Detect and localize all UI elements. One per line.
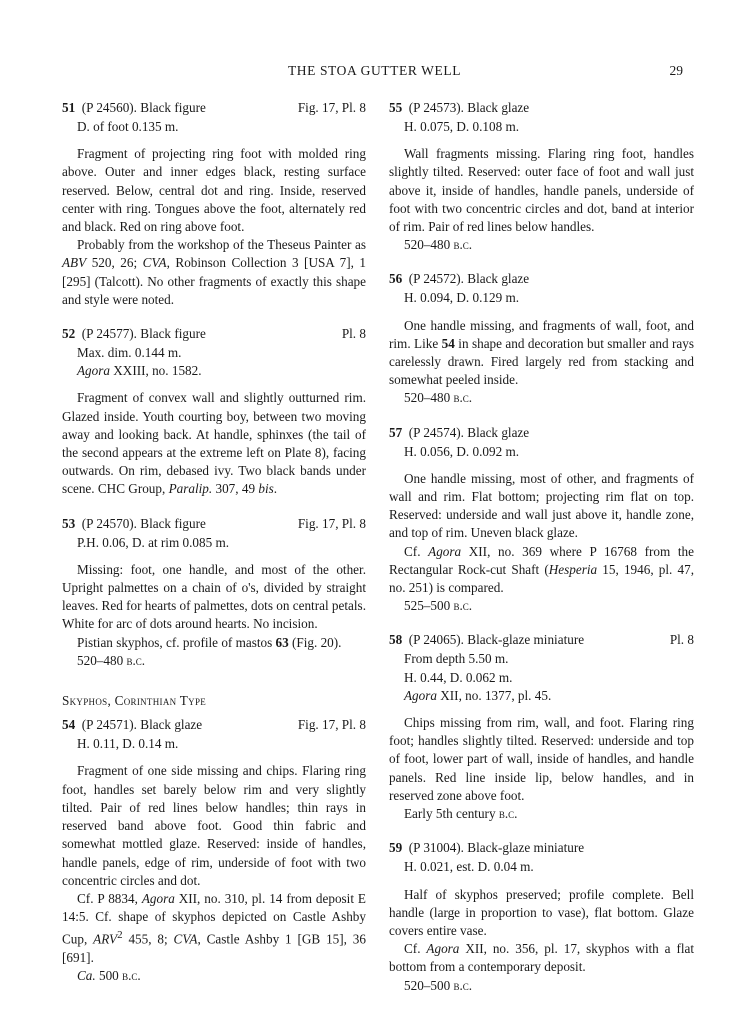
date-line xyxy=(389,805,694,823)
date-value: Early 5th century xyxy=(404,806,499,822)
catalog-entry-59 xyxy=(389,839,694,994)
running-title: THE STOA GUTTER WELL xyxy=(287,63,462,78)
text-run: . xyxy=(273,481,278,497)
entry-heading xyxy=(62,716,366,735)
date-value: 520–480 xyxy=(77,652,127,668)
inventory-label: (P 24572). Black glaze xyxy=(408,271,530,287)
description-paragraph: Half of skyphos preserved; profile complete. Bell handle (large in proportion to vase), flat bottom. Glaze covers entire vase. xyxy=(389,886,694,938)
dimensions: H. 0.11, D. 0.14 m. xyxy=(77,736,179,752)
figure-reference: Fig. 17, Pl. 8 xyxy=(297,515,366,531)
entry-number: 53 xyxy=(62,515,76,531)
date-line xyxy=(62,967,366,985)
comparison-paragraph xyxy=(62,890,366,967)
description-paragraph: Chips missing from rim, wall, and foot. Flaring ring foot; handles slightly tilted. Reserved: underside and top of foot, lower part of wall, inside of handles, and handle panels. Red line inside lip, below handles, and in reserved zone above foot. xyxy=(389,715,694,803)
text-run: Probably from the workshop of the Theseus Painter as xyxy=(77,237,366,253)
entry-number: 52 xyxy=(62,326,76,342)
date-value: 525–500 xyxy=(404,598,454,614)
inventory-label: (P 24065). Black-glaze miniature xyxy=(408,632,585,648)
date-line xyxy=(62,652,366,670)
date-line xyxy=(389,977,694,995)
entry-description xyxy=(62,762,366,985)
text-run: Pistian skyphos, cf. profile of mastos xyxy=(77,634,276,650)
text-run: Cf. xyxy=(404,543,429,559)
paralip-citation: Paralip. xyxy=(168,481,213,497)
comparison-paragraph xyxy=(62,634,366,652)
entry-description xyxy=(389,145,694,254)
figure-reference: Fig. 17, Pl. 8 xyxy=(297,717,366,733)
arv-citation: ARV xyxy=(93,931,118,947)
entry-description xyxy=(389,470,694,616)
figure-reference: Fig. 17, Pl. 8 xyxy=(297,100,366,115)
text-run: Cf. P 8834, xyxy=(77,890,142,906)
superscript: 2 xyxy=(117,929,123,942)
left-column xyxy=(62,99,366,1001)
era-label: b.c. xyxy=(498,806,518,822)
entry-heading xyxy=(389,424,694,443)
dimensions: D. of foot 0.135 m. xyxy=(77,119,179,134)
dimensions: Max. dim. 0.144 m. xyxy=(77,345,182,361)
catalog-entry-53 xyxy=(62,515,366,670)
entry-heading xyxy=(389,631,694,650)
agora-citation: Agora xyxy=(428,543,462,559)
era-label: b.c. xyxy=(453,390,473,406)
comparison-paragraph xyxy=(389,940,694,976)
cva-citation: CVA xyxy=(142,255,167,271)
cva-citation: CVA xyxy=(173,931,198,947)
circa-label: Ca. xyxy=(77,968,96,984)
inventory-label: (P 24574). Black glaze xyxy=(408,424,530,440)
inventory-label: (P 31004). Black-glaze miniature xyxy=(408,840,585,856)
right-column xyxy=(389,99,694,1011)
figure-reference: Pl. 8 xyxy=(669,632,694,648)
catalog-entry-55 xyxy=(389,99,694,254)
entry-heading xyxy=(389,270,694,289)
date-value: 520–480 xyxy=(404,390,454,406)
date-line xyxy=(389,236,694,254)
catalog-entry-51 xyxy=(62,99,366,309)
comparison-paragraph xyxy=(62,236,366,309)
entry-number: 58 xyxy=(389,632,403,648)
abv-citation: ABV xyxy=(62,255,87,271)
text-run: Cf. xyxy=(404,941,427,957)
date-line xyxy=(389,389,694,407)
text-run: 520, 26; xyxy=(86,255,143,271)
entry-number: 54 xyxy=(62,717,76,733)
date-value: 520–500 xyxy=(404,977,454,993)
text-run: , Castle Ashby 1 [GB 15], 36 [691]. xyxy=(62,931,366,965)
text-run: One handle missing, and fragments of wall, foot, and rim. Like xyxy=(389,317,694,351)
comparison-paragraph xyxy=(389,543,694,598)
text-run: XII, no. 356, pl. 17, skyphos with a flat bottom from a contemporary deposit. xyxy=(389,941,695,975)
cross-reference-number: 54 xyxy=(441,335,455,351)
text-run: 455, 8; xyxy=(122,931,174,947)
entry-heading xyxy=(62,515,366,534)
entry-number: 57 xyxy=(389,424,403,440)
era-label: b.c. xyxy=(453,598,473,614)
description-paragraph xyxy=(62,389,366,498)
era-label: b.c. xyxy=(122,968,141,984)
catalog-entry-58 xyxy=(389,631,694,823)
dimensions: H. 0.056, D. 0.092 m. xyxy=(404,443,520,459)
era-label: b.c. xyxy=(453,977,473,993)
text-run: XII, no. 310, pl. 14 from deposit E 14:5. Cf. shape of skyphos depicted on Castle Ashby Cup, xyxy=(62,890,366,947)
agora-citation: Agora xyxy=(77,363,110,379)
agora-citation: Agora xyxy=(141,890,175,906)
dimensions: P.H. 0.06, D. at rim 0.085 m. xyxy=(77,534,230,550)
description-paragraph: One handle missing, most of other, and fragments of wall and rim. Flat bottom; projecting rim flat on top. Reserved: underside and wall just above it, handle zone, and top of rim. Uneven black glaze. xyxy=(389,470,694,541)
description-paragraph: Fragment of one side missing and chips. Flaring ring foot, handles set barely below rim and very slightly tilted. Pair of red lines below handles; thin rays in reserved band above foot. Good thin fabric and somewhat mottled glaze. Reserved: inside of handles, handle panels, edge of rim, underside of foot with two concentric circles and dot. xyxy=(62,763,366,888)
text-run: XXIII, no. 1582. xyxy=(109,363,202,379)
description-paragraph: Fragment of projecting ring foot with molded ring above. Outer and inner edges black, resting surface reserved. Below, central dot and ring. Inside, reserved center with ring. Tongues above the foot, alternately red and black. Red on ring above foot. xyxy=(62,146,366,235)
description-paragraph: Wall fragments missing. Flaring ring foot, handles slightly tilted. Reserved: outer face of foot and wall just above it, inside of handles, handle panels, underside of foot with two concentric circles and dot, band at interior of rim. Pair of red lines below handles. xyxy=(389,146,694,235)
entry-description xyxy=(62,389,366,498)
text-run: , Robinson Collection 3 [USA 7], 1 [295] (Talcott). No other fragments of exactly this shape and style were noted. xyxy=(62,255,366,307)
agora-citation: Agora xyxy=(404,687,437,703)
entry-description xyxy=(389,317,694,408)
figure-reference: Pl. 8 xyxy=(341,326,366,342)
entry-number: 56 xyxy=(389,271,403,287)
catalog-entry-54 xyxy=(62,716,366,985)
era-label: b.c. xyxy=(453,237,473,253)
entry-heading xyxy=(62,325,366,344)
text-run: in shape and decoration but smaller and rays carelessly drawn. Fired largely red from stacking and somewhat peeled inside. xyxy=(389,335,694,388)
inventory-label: (P 24577). Black figure xyxy=(81,326,206,342)
dimensions: H. 0.094, D. 0.129 m. xyxy=(404,290,520,306)
agora-citation: Agora xyxy=(426,941,460,957)
text-run: 15, 1946, pl. 47, no. 251) is compared. xyxy=(389,561,694,596)
date-value: 520–480 xyxy=(404,237,454,253)
entry-heading xyxy=(62,99,366,118)
entry-number: 59 xyxy=(389,840,403,856)
catalog-entry-52 xyxy=(62,325,366,499)
hesperia-citation: Hesperia xyxy=(548,561,598,577)
era-label: b.c. xyxy=(126,652,146,668)
date-value: 500 xyxy=(95,968,123,984)
inventory-label: (P 24573). Black glaze xyxy=(408,100,530,115)
text-run: 307, 49 xyxy=(212,481,259,497)
dimensions: H. 0.44, D. 0.062 m. xyxy=(404,669,513,685)
dimensions: H. 0.021, est. D. 0.04 m. xyxy=(404,859,534,875)
entry-number: 51 xyxy=(62,100,76,115)
publication-reference xyxy=(62,362,366,380)
page-header xyxy=(0,62,749,82)
description-paragraph: Missing: foot, one handle, and most of the other. Upright palmettes on a chain of o's, divided by straight leaves. Red for hearts of palmettes, dots on central petals. White for arc of dots around hearts. No incision. xyxy=(62,561,366,632)
bis-text: bis xyxy=(258,481,274,497)
entry-heading xyxy=(389,99,694,118)
text-run: XII, no. 1377, pl. 45. xyxy=(436,687,552,703)
entry-description xyxy=(62,561,366,670)
entry-description xyxy=(389,886,694,995)
cross-reference-number: 63 xyxy=(275,634,289,650)
publication-reference xyxy=(389,687,694,705)
dimensions: H. 0.075, D. 0.108 m. xyxy=(404,119,520,134)
text-run: XII, no. 369 where P 16768 from the Rectangular Rock-cut Shaft ( xyxy=(389,543,694,577)
text-run: Fragment of convex wall and slightly outturned rim. Glazed inside. Youth courting boy, between two moving away and looking back. At handle, sphinxes (the tail of the second appears at the extreme left on Plate 8), facing outwards. On rim, debased ivy. Two black bands under scene. CHC Group, xyxy=(62,390,366,497)
entry-description xyxy=(389,714,694,823)
inventory-label: (P 24560). Black figure xyxy=(81,100,206,115)
section-heading: Skyphos, Corinthian Type xyxy=(62,693,207,709)
text-run: (Fig. 20). xyxy=(288,634,342,650)
page-number: 29 xyxy=(669,63,683,78)
date-line xyxy=(389,597,694,615)
entry-number: 55 xyxy=(389,100,403,115)
entry-heading xyxy=(389,839,694,858)
inventory-label: (P 24570). Black figure xyxy=(81,515,206,531)
description-paragraph xyxy=(389,317,694,390)
findspot: From depth 5.50 m. xyxy=(404,651,509,667)
inventory-label: (P 24571). Black glaze xyxy=(81,717,203,733)
catalog-entry-57 xyxy=(389,424,694,616)
entry-description xyxy=(62,145,366,309)
catalog-entry-56 xyxy=(389,270,694,407)
